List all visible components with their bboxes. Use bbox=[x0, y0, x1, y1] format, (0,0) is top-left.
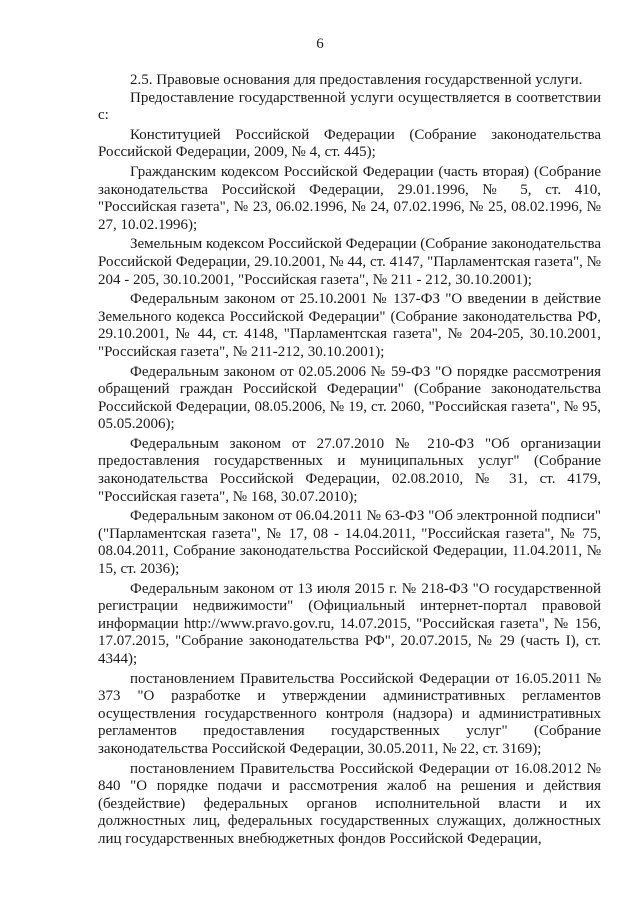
list-item-law-59: Федеральным законом от 02.05.2006 № 59-ФЗ "О порядке рассмотрения обращений граждан Российской Федерации" (Собрание законодательства Российской Федерации, 08.05.2006, № 19, ст. 2060, "Российская газета", № 95, 05.05.2006); bbox=[98, 363, 601, 433]
section-heading: 2.5. Правовые основания для предоставления государственной услуги. bbox=[130, 72, 583, 88]
document-body bbox=[98, 72, 601, 851]
intro-paragraph: Предоставление государственной услуги осуществляется в соответствии с: bbox=[98, 89, 601, 124]
list-item-land-code: Земельным кодексом Российской Федерации (Собрание законодательства Российской Федерации, 29.10.2001, № 44, ст. 4147, "Парламентская газета", № 204 - 205, 30.10.2001, "Российская газета", № 211 - 212, 30.10.2001); bbox=[98, 236, 601, 288]
list-item-civil-code: Гражданским кодексом Российской Федерации (часть вторая) (Собрание законодательства Российской Федерации, 29.01.1996, № 5, ст. 410, "Российская газета", № 23, 06.02.1996, № 24, 07.02.1996, № 25, 08.02.1996, № 27, 10.02.1996); bbox=[98, 163, 601, 233]
list-item-law-137: Федеральным законом от 25.10.2001 № 137-ФЗ "О введении в действие Земельного кодекса Российской Федерации" (Собрание законодательства РФ, 29.10.2001, № 44, ст. 4148, "Парламентская газета", № 204-205, 30.10.2001, "Российская газета", № 211-212, 30.10.2001); bbox=[98, 291, 601, 360]
list-item-resolution-373: постановлением Правительства Российской Федерации от 16.05.2011 № 373 "О разработке и утверждении административных регламентов осуществления государственного контроля (надзора) и административных регламентов предоставления государственных услуг" (Собрание законодательства Российской Федерации, 30.05.2011, № 22, ст. 3169); bbox=[98, 670, 601, 757]
page-number: 6 bbox=[316, 36, 324, 52]
list-item-law-63: Федеральным законом от 06.04.2011 № 63-ФЗ "Об электронной подписи" ("Парламентская газета", № 17, 08 - 14.04.2011, "Российская газета", № 75, 08.04.2011, Собрание законодательства Российской Федерации, 11.04.2011, № 15, ст. 2036); bbox=[98, 508, 601, 578]
list-item-law-210: Федеральным законом от 27.07.2010 № 210-ФЗ "Об организации предоставления государственных и муниципальных услуг" (Собрание законодательства Российской Федерации, 02.08.2010, № 31, ст. 4179, "Российская газета", № 168, 30.07.2010); bbox=[98, 435, 601, 505]
list-item-constitution: Конституцией Российской Федерации (Собрание законодательства Российской Федерации, 2009, № 4, ст. 445); bbox=[98, 126, 601, 161]
list-item-resolution-840: постановлением Правительства Российской Федерации от 16.08.2012 № 840 "О порядке подачи и рассмотрения жалоб на решения и действия (бездействие) федеральных органов исполнительной власти и их должностных лиц, федеральных государственных служащих, должностных лиц государственных внебюджетных фондов Российской Федерации, bbox=[98, 760, 601, 847]
list-item-law-218: Федеральным законом от 13 июля 2015 г. № 218-ФЗ "О государственной регистрации недвижимости" (Официальный интернет-портал правовой информации http://www.pravo.gov.ru, 14.07.2015, "Российская газета", № 156, 17.07.2015, "Собрание законодательства РФ", 20.07.2015, № 29 (часть I), ст. 4344); bbox=[98, 580, 601, 667]
